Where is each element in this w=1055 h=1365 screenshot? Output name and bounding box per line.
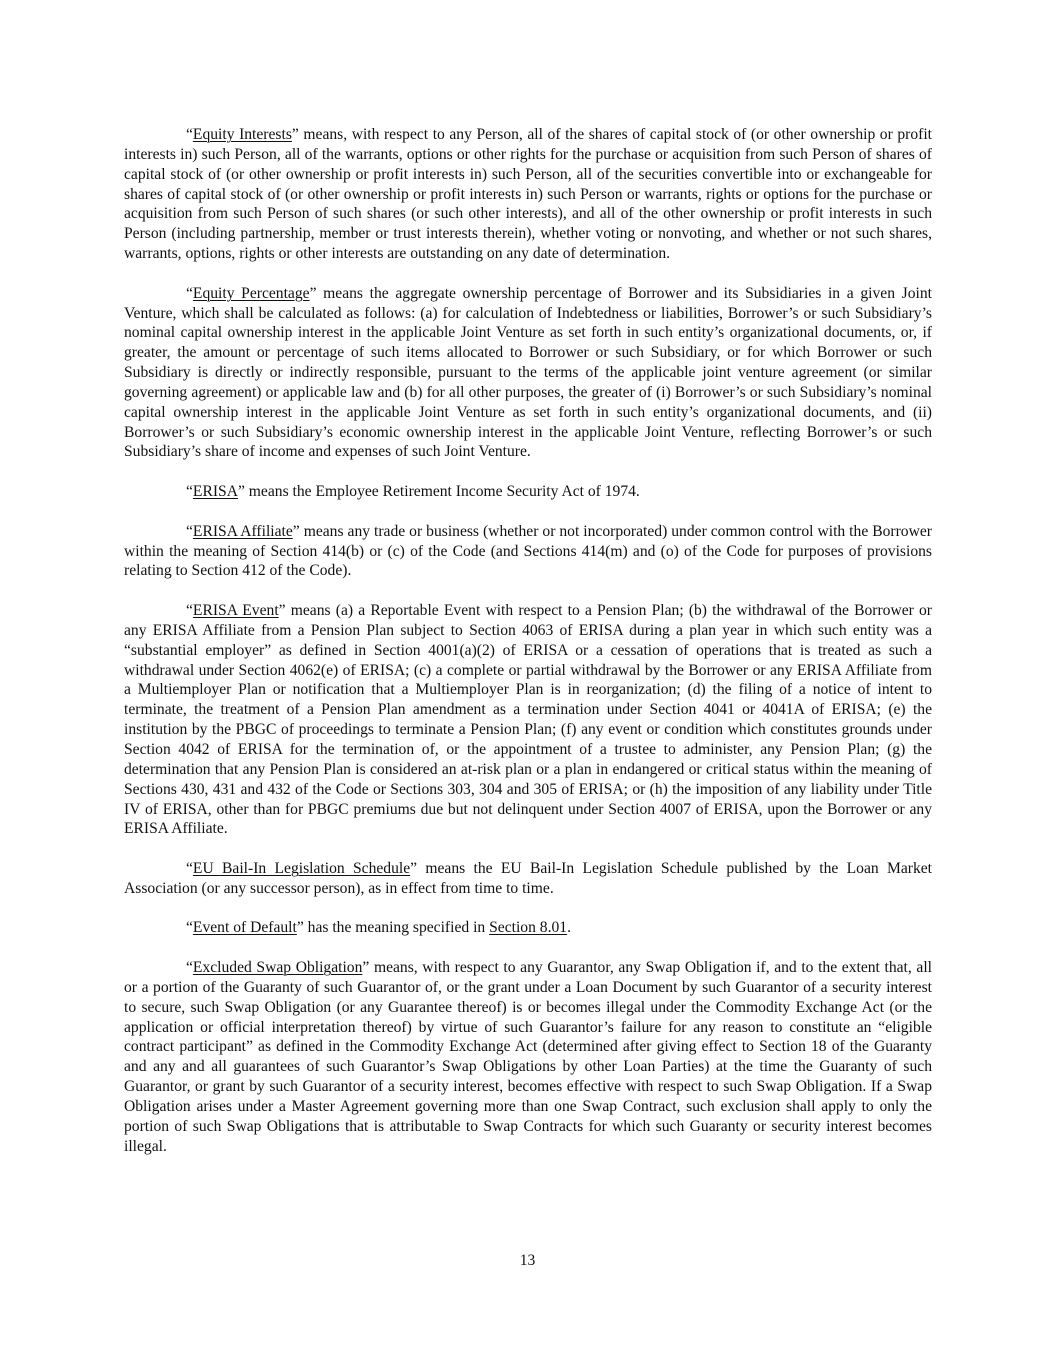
close-quote: ”	[362, 959, 370, 977]
open-quote: “	[186, 522, 193, 540]
definition-erisa-event	[124, 601, 932, 839]
definition-text: means any trade or business (whether or not incorporated) under common control with the Borrower within the meaning of Section 414(b) or (c) of the Code (and Sections 414(m) and (o) of the Code for purposes of provisions relating to Section 412 of the Code).	[124, 522, 932, 580]
defined-term: Equity Percentage	[192, 284, 310, 302]
open-quote: “	[186, 126, 193, 143]
definition-tail: .	[567, 919, 571, 937]
close-quote: ”	[237, 483, 245, 501]
definition-text: means, with respect to any Person, all of the shares of capital stock of (or other ownership or profit interests in) such Person, all of the warrants, options or other rights for the purchase or acquisition from such Person of shares of capital stock of (or other ownership or profit interests in) such Person, all of the securities convertible into or exchangeable for shares of capital stock of (or other ownership or profit interests in) such Person or warrants, rights or options for the purchase or acquisition from such Person of such shares (or such other interests), and all of the other ownership or profit interests in such Person (including partnership, member or trust interests therein), whether voting or nonvoting, and whether or not such shares, warrants, options, rights or other interests are outstanding on any date of determination.	[124, 126, 933, 263]
open-quote: “	[186, 602, 193, 620]
defined-term: Event of Default	[192, 919, 297, 937]
close-quote: ”	[296, 919, 304, 937]
definition-text: means (a) a Reportable Event with respect to a Pension Plan; (b) the withdrawal of the Borrower or any ERISA Affiliate from a Pension Plan subject to Section 4063 of ERISA during a plan year in which such entity was a “substantial employer” as defined in Section 4001(a)(2) of ERISA or a cessation of operations that is treated as such a withdrawal under Section 4062(e) of ERISA; (c) a complete or partial withdrawal by the Borrower or any ERISA Affiliate from a Multiemployer Plan or notification that a Multiemployer Plan is in reorganization; (d) the filing of a notice of intent to terminate, the treatment of a Pension Plan amendment as a termination under Section 4041 or 4041A of ERISA; (e) the institution by the PBGC of proceedings to terminate a Pension Plan; (f) any event or condition which constitutes grounds under Section 4042 of ERISA for the termination of, or the appointment of a trustee to administer, any Pension Plan; (g) the determination that any Pension Plan is considered an at-risk plan or a plan in endangered or critical status within the meaning of Sections 430, 431 and 432 of the Code or Sections 303, 304 and 305 of ERISA; or (h) the imposition of any liability under Title IV of ERISA, other than for PBGC premiums due but not delinquent under Section 4007 of ERISA, upon the Borrower or any ERISA Affiliate.	[124, 602, 932, 838]
definition-text: means, with respect to any Guarantor, any Swap Obligation if, and to the extent that, all or a portion of the Guaranty of such Guarantor of, or the grant under a Loan Document by such Guarantor of a security interest to secure, such Swap Obligation (or any Guarantee thereof) is or becomes illegal under the Commodity Exchange Act (or the application or official interpretation thereof) by virtue of such Guarantor’s failure for any reason to constitute an “eligible contract participant” as defined in the Commodity Exchange Act (determined after giving effect to Section 18 of the Guaranty and any and all guarantees of such Guarantor’s Swap Obligations by other Loan Parties) at the time the Guaranty of such Guarantor, or grant by such Guarantor of a security interest, becomes effective with respect to such Swap Obligation. If a Swap Obligation arises under a Master Agreement governing more than one Swap Contract, such exclusion shall apply to only the portion of such Swap Obligations that is attributable to Swap Contracts for which such Guaranty or security interest becomes illegal.	[124, 959, 932, 1155]
definition-erisa-affiliate	[124, 522, 932, 582]
definition-erisa	[124, 482, 932, 502]
definition-eu-bail-in-legislation-schedule	[124, 859, 932, 899]
definition-excluded-swap-obligation	[124, 958, 932, 1156]
document-page	[124, 125, 932, 1176]
definition-text: means the EU Bail-In Legislation Schedule published by the Loan Market Association (or any successor person), as in effect from time to time.	[124, 859, 933, 897]
defined-term: EU Bail-In Legislation Schedule	[192, 859, 411, 877]
definition-text: means the aggregate ownership percentage of Borrower and its Subsidiaries in a given Joint Venture, which shall be calculated as follows: (a) for calculation of Indebtedness or liabilities, Borrower’s or such Subsidiary’s nominal capital ownership interest in the applicable Joint Venture as set forth in such entity’s organizational documents, or, if greater, the amount or percentage of such items allocated to Borrower or such Subsidiary, or for which Borrower or such Subsidiary is directly or indirectly responsible, pursuant to the terms of the applicable joint venture agreement (or similar governing agreement) or applicable law and (b) for all other purposes, the greater of (i) Borrower’s or such Subsidiary’s nominal capital ownership interest in the applicable Joint Venture as set forth in such entity’s organizational documents, and (ii) Borrower’s or such Subsidiary’s economic ownership interest in the applicable Joint Venture, reflecting Borrower’s or such Subsidiary’s share of income and expenses of such Joint Venture.	[124, 284, 932, 461]
definition-equity-interests	[124, 125, 932, 264]
open-quote: “	[186, 483, 193, 501]
defined-term: ERISA	[192, 483, 238, 501]
definition-text: has the meaning specified in	[303, 919, 490, 937]
definition-event-of-default	[124, 918, 932, 938]
defined-term: ERISA Affiliate	[192, 522, 293, 540]
definition-equity-percentage	[124, 284, 932, 463]
close-quote: ”	[292, 522, 300, 540]
close-quote: ”	[410, 859, 418, 877]
defined-term: ERISA Event	[192, 602, 279, 620]
close-quote: ”	[278, 602, 286, 620]
defined-term: Excluded Swap Obligation	[192, 959, 363, 977]
defined-term: Equity Interests	[192, 126, 292, 143]
open-quote: “	[186, 284, 193, 302]
open-quote: “	[186, 919, 193, 937]
close-quote: ”	[309, 284, 317, 302]
page-number: 13	[519, 1252, 536, 1269]
close-quote: ”	[291, 126, 299, 143]
section-reference: Section 8.01	[489, 919, 568, 937]
definition-text: means the Employee Retirement Income Security Act of 1974.	[244, 483, 640, 501]
open-quote: “	[186, 859, 193, 877]
open-quote: “	[186, 959, 193, 977]
